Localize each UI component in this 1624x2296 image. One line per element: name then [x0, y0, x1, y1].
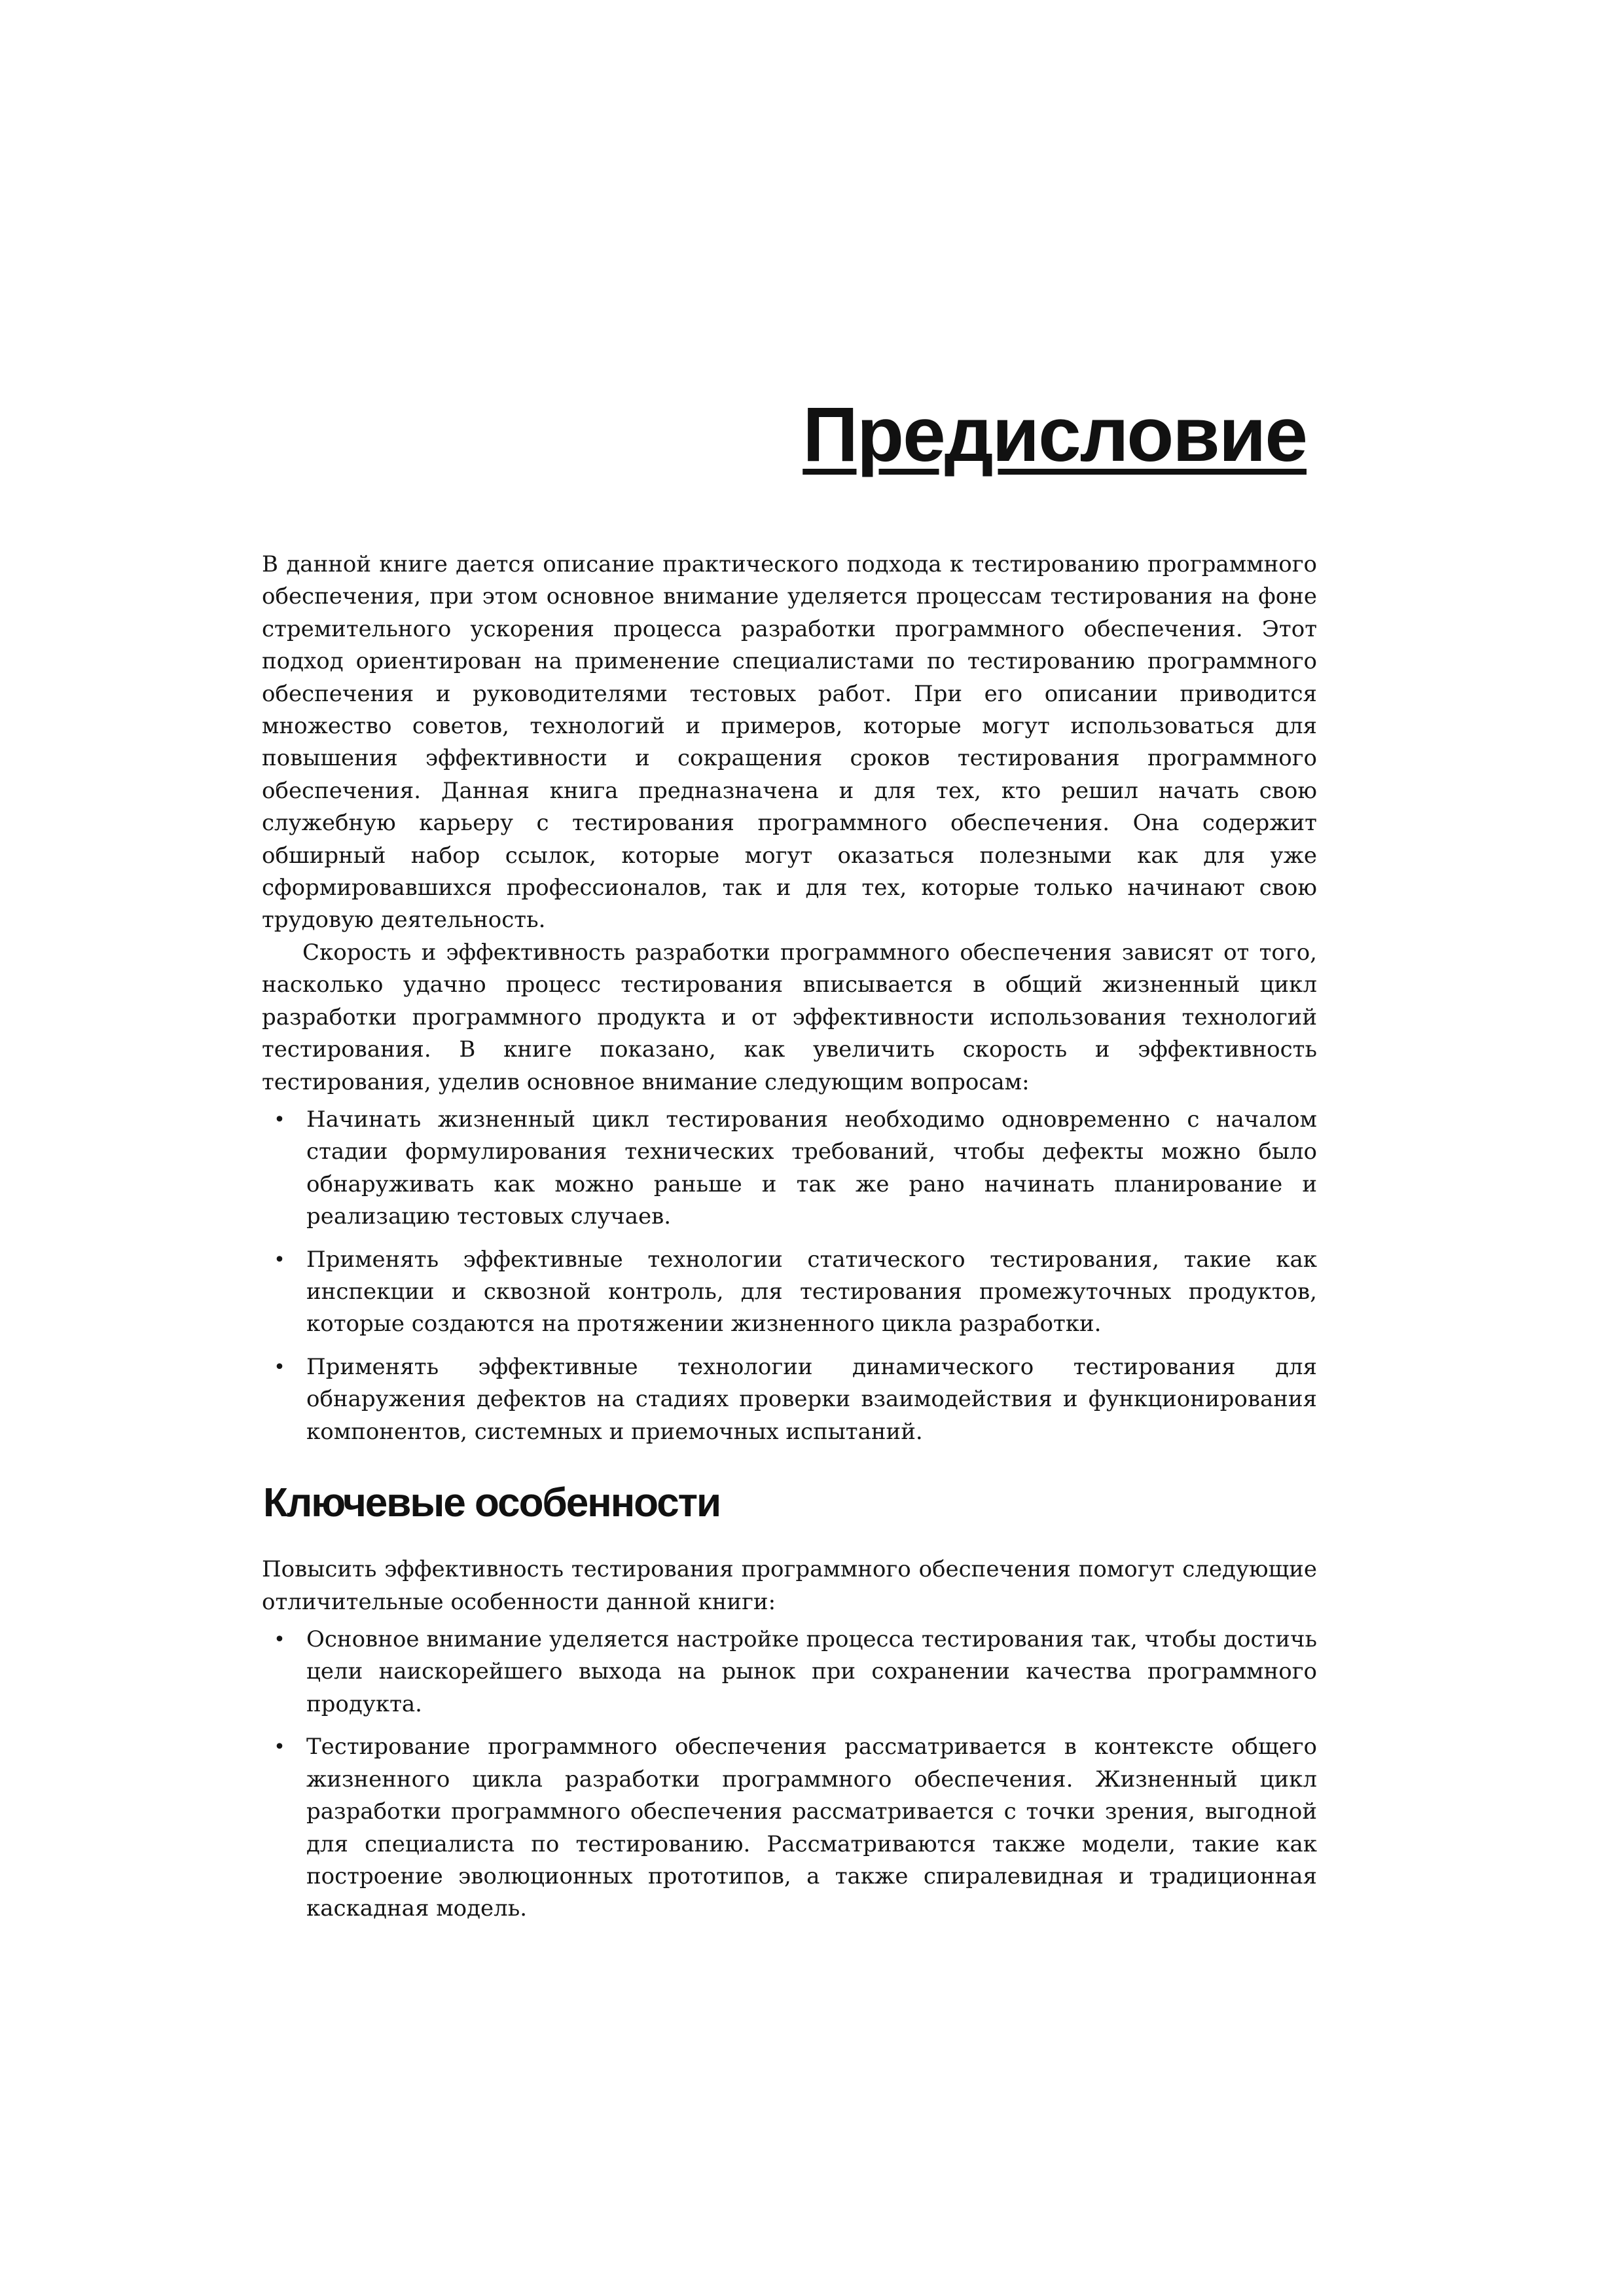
intro-paragraph: В данной книге дается описание практического подхода к тестированию программного обеспечения, при этом основное внимание уделяется процессам тестирования на фоне стремительного ускорения процесса разработки программного обеспечения. Этот подход ориентирован на применение специалистами по тестированию программного обеспечения и руководителями тестовых работ. При его описании приводится множество советов, технологий и примеров, которые могут использоваться для повышения эффективности и сокращения сроков тестирования программного обеспечения. Данная книга предназначена и для тех, кто решил начать свою служебную карьеру с тестирования программного обеспечения. Она содержит обширный набор ссылок, которые могут оказаться полезными как для уже сформировавшихся профессионалов, так и для тех, которые только начинают свою трудовую деятельность. — [262, 551, 1317, 934]
list-item-text: Начинать жизненный цикл тестирования необходимо одновременно с началом стадии формулирования технических требований, чтобы дефекты можно было обнаруживать как можно раньше и так же рано начинать планирование и реализацию тестовых случаев. — [306, 1106, 1317, 1230]
features-list — [262, 1624, 1317, 1925]
list-item — [274, 1624, 1317, 1721]
list-item — [274, 1351, 1317, 1448]
list-item-text: Основное внимание уделяется настройке процесса тестирования так, чтобы достичь цели наискорейшего выхода на рынок при сохранении качества программного продукта. — [306, 1626, 1317, 1717]
list-item-text: Применять эффективные технологии статического тестирования, такие как инспекции и сквозной контроль, для тестирования промежуточных продуктов, которые создаются на протяжении жизненного цикла разработки. — [306, 1246, 1317, 1338]
bullet-icon: • — [274, 1248, 285, 1271]
bullet-icon: • — [274, 1355, 285, 1379]
features-intro: Повысить эффективность тестирования программного обеспечения помогут следующие отличительные особенности данной книги: — [262, 1556, 1317, 1615]
page-body — [262, 549, 1317, 1936]
bullet-icon: • — [274, 1736, 285, 1759]
list-item — [274, 1731, 1317, 1925]
list-item — [274, 1244, 1317, 1341]
intro-paragraph: Скорость и эффективность разработки программного обеспечения зависят от того, насколько удачно процесс тестирования вписывается в общий жизненный цикл разработки программного продукта и от эффективности использования технологий тестирования. В книге показано, как увеличить скорость и эффективность тестирования, уделив основное внимание следующим вопросам: — [262, 939, 1317, 1095]
list-item-text: Применять эффективные технологии динамического тестирования для обнаружения дефектов на стадиях проверки взаимодействия и функционирования компонентов, системных и приемочных испытаний. — [306, 1353, 1317, 1445]
section-heading: Ключевые особенности — [263, 1480, 721, 1525]
focus-list — [262, 1104, 1317, 1448]
list-item — [274, 1104, 1317, 1233]
bullet-icon: • — [274, 1108, 285, 1131]
bullet-icon: • — [274, 1628, 285, 1652]
list-item-text: Тестирование программного обеспечения рассматривается в контексте общего жизненного цикла разработки программного обеспечения. Жизненный цикл разработки программного обеспечения рассматривается с точки зрения, выгодной для специалиста по тестированию. Рассматриваются также модели, такие как построение эволюционных прототипов, а также спиралевидная и традиционная каскадная модель. — [306, 1734, 1317, 1922]
chapter-title: Предисловие — [803, 392, 1307, 478]
